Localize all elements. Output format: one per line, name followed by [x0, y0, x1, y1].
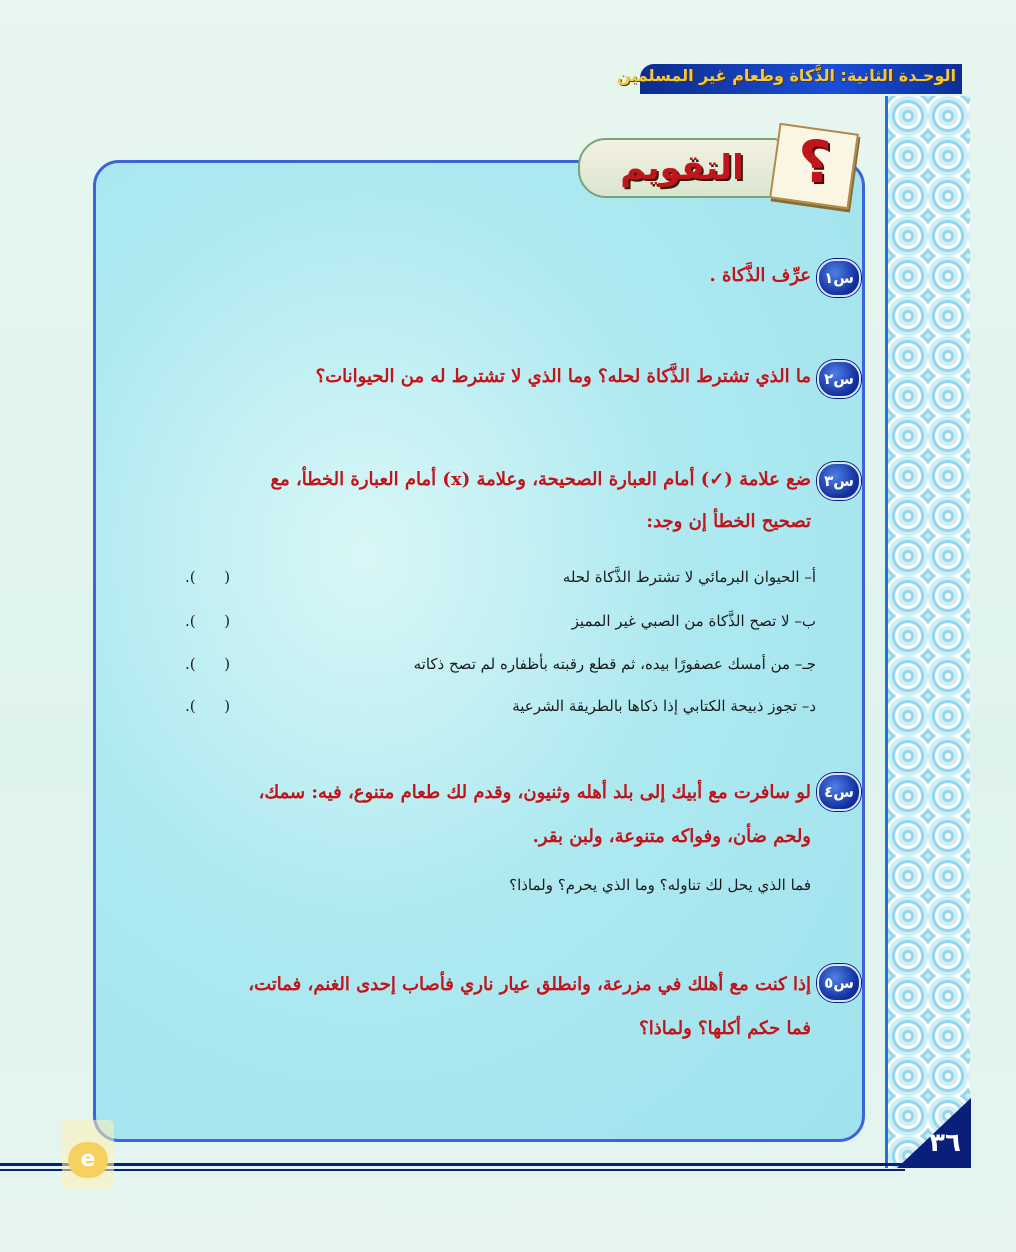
question-2-text: ما الذي تشترط الذَّكاة لحله؟ وما الذي لا تشترط له من الحيوانات؟: [315, 366, 811, 387]
question-badge-5: س٥: [817, 964, 861, 1002]
question-1-text: عرِّف الذَّكاة .: [709, 265, 811, 286]
footer-rule: [0, 1163, 905, 1166]
question-4-line-2: ولحم ضأن، وفواكه متنوعة، ولبن بقر.: [532, 826, 811, 847]
statement-a: أ– الحيوان البرمائي لا تشترط الذَّكاة لحله: [562, 568, 816, 586]
question-5-line-1: إذا كنت مع أهلك في مزرعة، وانطلق عيار ناري فأصاب إحدى الغنم، فماتت،: [248, 974, 811, 995]
unit-header-bar: [616, 64, 962, 94]
decorative-border: [885, 96, 970, 1168]
question-mark-icon: ؟: [798, 128, 832, 196]
statement-d: د– تجوز ذبيحة الكتابي إذا ذكاها بالطريقة الشرعية: [512, 697, 816, 715]
watermark-emblem-icon: e: [68, 1142, 108, 1178]
banner-plate: [578, 138, 782, 198]
question-badge-1: س١: [817, 259, 861, 297]
question-4-followup: فما الذي يحل لك تناوله؟ وما الذي يحرم؟ ولماذا؟: [509, 876, 811, 894]
page-number: ٣٦: [929, 1128, 961, 1158]
publisher-watermark-logo: [62, 1120, 114, 1190]
answer-slot-c: ( ).: [185, 655, 231, 673]
question-5-line-2: فما حكم أكلها؟ ولماذا؟: [639, 1018, 811, 1039]
statement-c: جـ– من أمسك عصفورًا بيده، ثم قطع رقبته بأظفاره لم تصح ذكاته: [413, 655, 816, 673]
answer-slot-b: ( ).: [185, 612, 231, 630]
question-badge-2: س٢: [817, 360, 861, 398]
question-3-line-2: تصحيح الخطأ إن وجد:: [646, 511, 811, 532]
question-badge-4: س٤: [817, 773, 861, 811]
statement-b: ب– لا تصح الذَّكاة من الصبي غير المميز: [571, 612, 816, 630]
banner-title: التقويم: [620, 148, 744, 188]
question-badge-3: س٣: [817, 462, 861, 500]
answer-slot-d: ( ).: [185, 697, 231, 715]
question-4-line-1: لو سافرت مع أبيك إلى بلد أهله وثنيون، وقدم لك طعام متنوع، فيه: سمك،: [258, 782, 811, 803]
unit-title: الوحـدة الثانية: الذَّكاة وطعام غير المسلمين: [616, 66, 956, 85]
answer-slot-a: ( ).: [185, 568, 231, 586]
evaluation-banner: [578, 128, 850, 200]
footer-rule-thin: [0, 1169, 905, 1171]
question-3-line-1: ضع علامة (✓) أمام العبارة الصحيحة، وعلامة (x) أمام العبارة الخطأ، مع: [270, 469, 811, 490]
